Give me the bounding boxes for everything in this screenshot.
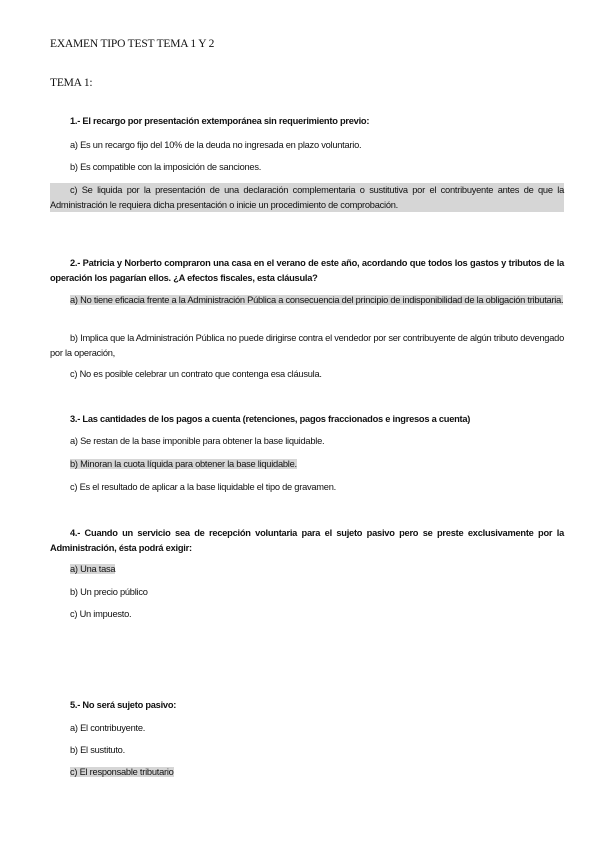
question-5-option-b: b) El sustituto. [70,745,125,755]
question-4-option-a [70,564,115,574]
question-4-option-b: b) Un precio público [70,587,148,597]
question-5-option-a: a) El contribuyente. [70,723,146,733]
question-3-option-c: c) Es el resultado de aplicar a la base liquidable el tipo de gravamen. [70,482,336,492]
question-text: 2.- Patricia y Norberto compraron una casa en el verano de este año, acordando que todos los gastos y tributos de la operación los pagarían ellos. ¿A efectos fiscales, esta cláusula? [50,258,564,283]
question-5: 5.- No será sujeto pasivo: [70,700,177,710]
option-text: a) Una tasa [70,564,116,574]
section-heading: TEMA 1: [50,77,93,89]
option-text: c) El responsable tributario [70,767,174,777]
question-3-option-a: a) Se restan de la base imponible para obtener la base liquidable. [70,436,325,446]
question-1-option-c [50,183,564,212]
question-1-option-a: a) Es un recargo fijo del 10% de la deuda no ingresada en plazo voluntario. [70,140,362,150]
question-3-option-b [70,459,297,469]
exam-title: EXAMEN TIPO TEST TEMA 1 Y 2 [50,38,215,50]
question-text: 4.- Cuando un servicio sea de recepción voluntaria para el sujeto pasivo pero se preste exclusivamente por la Administración, ésta podrá exigir: [50,528,564,553]
question-1-option-b: b) Es compatible con la imposición de sanciones. [70,162,262,172]
option-text: b) Implica que la Administración Pública no puede dirigirse contra el vendedor por ser contribuyente de algún tributo devengado por la operación, [50,333,564,358]
question-2-option-a [50,293,564,308]
question-5-option-c [70,767,174,777]
question-3: 3.- Las cantidades de los pagos a cuenta (retenciones, pagos fraccionados e ingresos a cuenta) [70,414,471,424]
question-4-option-c: c) Un impuesto. [70,609,132,619]
question-2 [50,256,564,285]
question-1: 1.- El recargo por presentación extemporánea sin requerimiento previo: [70,116,370,126]
option-text: b) Minoran la cuota líquida para obtener la base liquidable. [70,459,297,469]
option-text: c) Se liquida por la presentación de una declaración complementaria o sustitutiva por el contribuyente antes de que la Administración le requiera dicha presentación o inicie un procedimiento de comprobación. [50,185,564,210]
question-4 [50,526,564,555]
question-2-option-c: c) No es posible celebrar un contrato que contenga esa cláusula. [70,369,322,379]
option-text: a) No tiene eficacia frente a la Administración Pública a consecuencia del principio de indisponibilidad de la obligación tributaria. [70,295,564,305]
question-2-option-b [50,331,564,360]
